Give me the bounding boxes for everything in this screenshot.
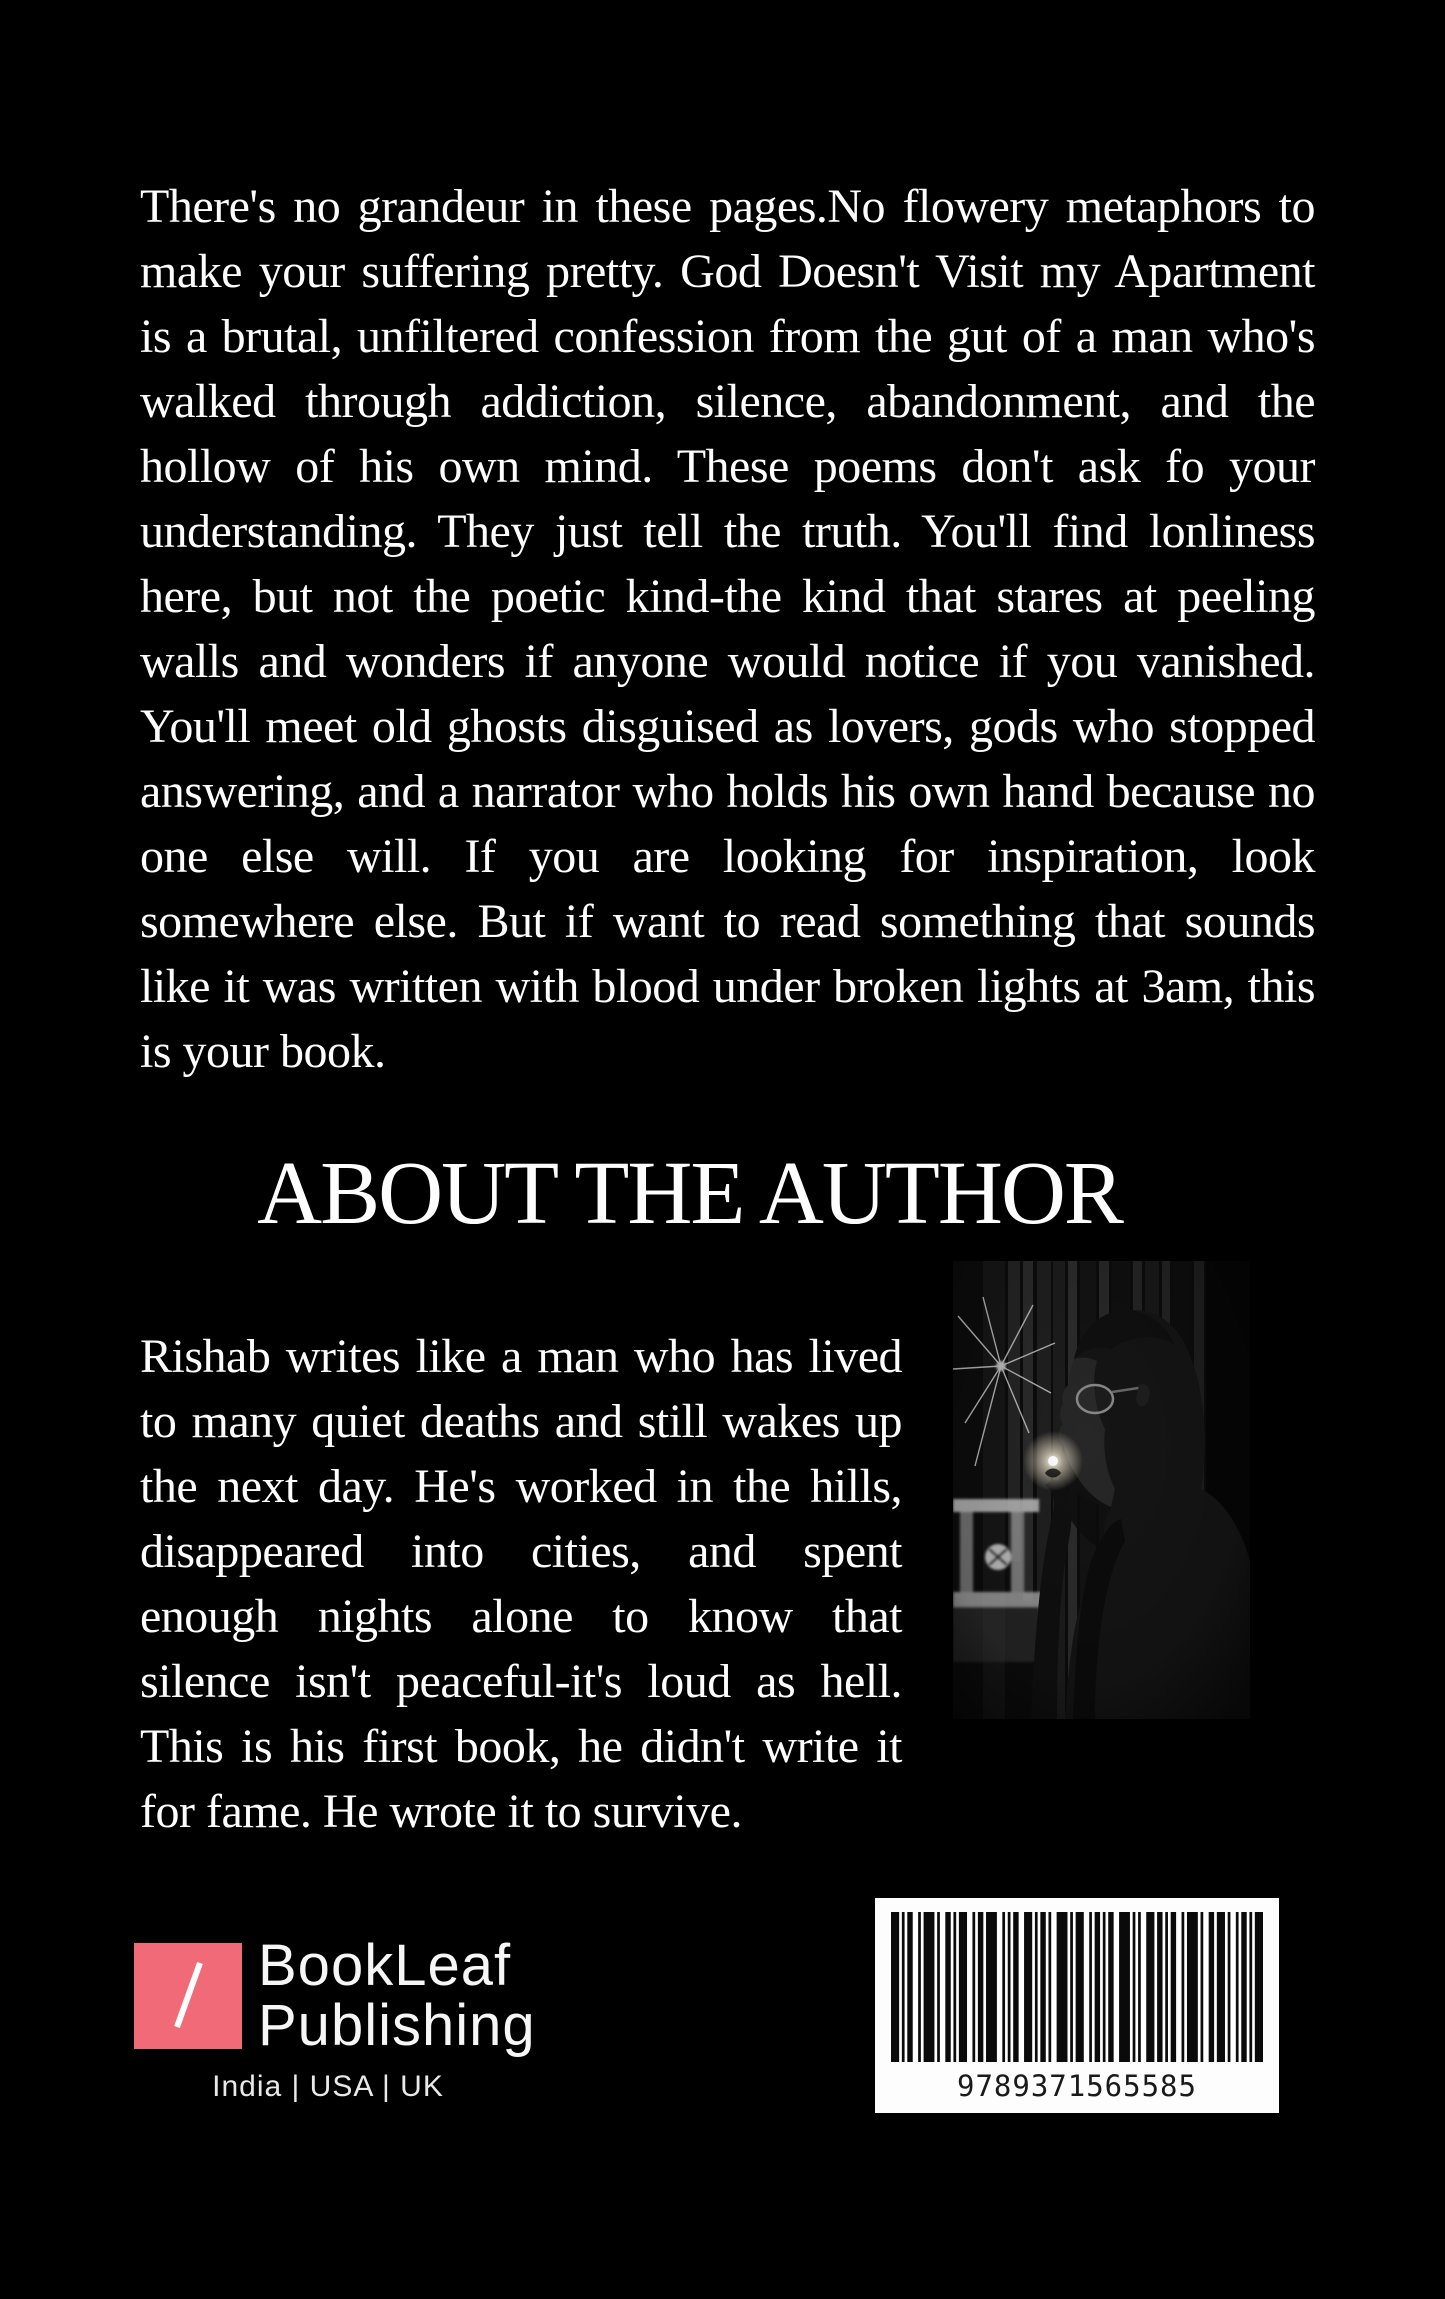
isbn-barcode [875, 1898, 1279, 2113]
slash-icon [134, 1943, 242, 2049]
publisher-name [258, 1933, 536, 2058]
author-photo [953, 1261, 1250, 1719]
back-cover-blurb: There's no grandeur in these pages.No flowery metaphors to make your suffering pretty. God Doesn't Visit my Apartment is a brutal, unfiltered confession from the gut of a man who's walked through addiction, silence, abandonment, and the hollow of his own mind. These poems don't ask fo your understanding. They just tell the truth. You'll find lonliness here, but not the poetic kind-the kind that stares at peeling walls and wonders if anyone would notice if you vanished. You'll meet old ghosts disguised as lovers, gods who stopped answering, and a narrator who holds his own hand because no one else will. If you are looking for inspiration, look somewhere else. But if want to read something that sounds like it was written with blood under broken lights at 3am, this is your book. [140, 180, 1315, 1078]
barcode-bars [891, 1912, 1263, 2062]
publisher-name-line2: Publishing [258, 1993, 536, 2058]
publisher-logo-mark [134, 1943, 242, 2049]
barcode-number: 9789371565585 [957, 2069, 1197, 2103]
publisher-regions: India | USA | UK [212, 2070, 444, 2103]
publisher-name-line1: BookLeaf [258, 1933, 512, 1998]
about-the-author-heading: ABOUT THE AUTHOR [257, 1144, 1122, 1243]
author-bio: Rishab writes like a man who has lived to many quiet deaths and still wakes up the next day. He's worked in the hills, disappeared into cities, and spent enough nights alone to know that silence isn't peaceful-it's loud as hell. This is his first book, he didn't write it for fame. He wrote it to survive. [140, 1330, 902, 1838]
